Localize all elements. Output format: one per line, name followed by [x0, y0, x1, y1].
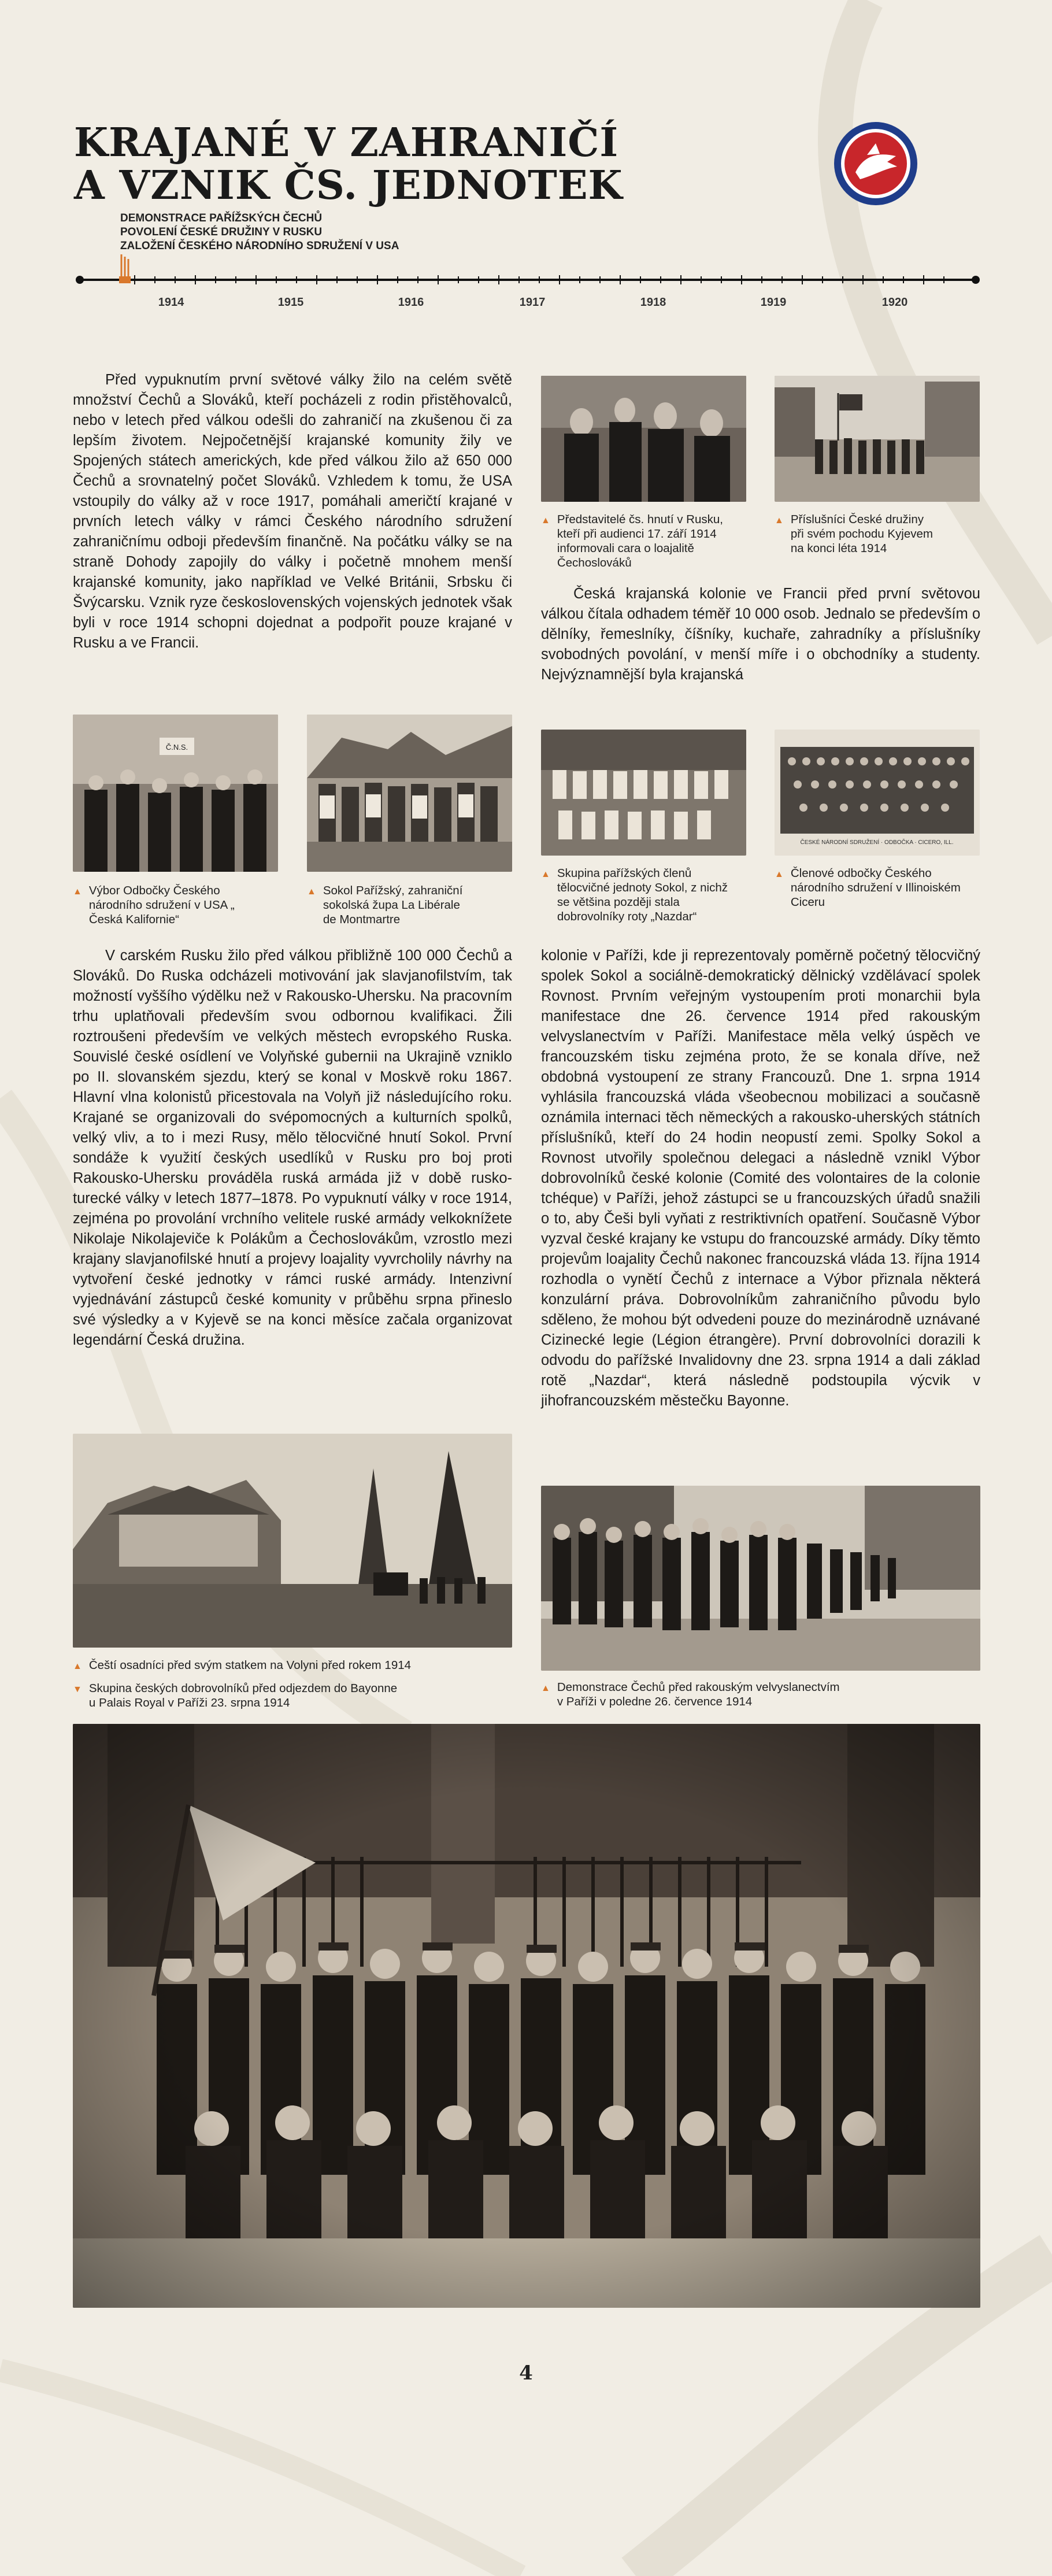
page-number: 4: [519, 2362, 533, 2385]
timeline-axis: [74, 254, 981, 295]
timeline-event: ZALOŽENÍ ČESKÉHO NÁRODNÍHO SDRUŽENÍ V USA: [120, 240, 399, 252]
caption-marker-icon: ▲: [775, 869, 784, 879]
caption-volhynia-settlers: ▲ Čeští osadníci před svým statkem na Volyni před rokem 1914: [73, 1658, 411, 1674]
timeline-year: 1919: [760, 296, 787, 309]
timeline-event: DEMONSTRACE PAŘÍŽSKÝCH ČECHŮ: [120, 212, 323, 224]
russia-paragraph: V carském Rusku žilo před válkou přibližně 100 000 Čechů a Slováků. Do Ruska odcházeli motivování jak slavjanofilstvím, tak možností vyššího výdělku než v Rakousko-Uhersku. Na pracovním trhu uplatňovali především svou odbornou kvalifikaci. Žili roztroušeni především ve velkých městech evropského Ruska. Souvislé české osídlení ve Volyňské gubernii na Ukrajině vzniklo po II. slovanském sjezdu, který se konal v Moskvě roku 1867. Hlavní vlna kolonistů přicestovala na Volyň již následujícího roku. Krajané se organizovali do svépomocných a kulturních spolků, velký vliv, a to i mezi Rusy, mělo tělocvičné hnutí Sokol. První sondáže k využití českých usedlíků v Rusku pro boj proti Rakousko-Uhersku prováděla ruská armáda již v době rusko-turecké války v letech 1877–1878. Po vypuknutí války v roce 1914, zejména po provolání vrchního velitele ruské armády velkoknížete Nikolaje Nikolajeviče k Polákům a Čechoslovákům, vzrostlo mezi krajany slavjanofilské hnutí a projevy loajality vyvrcholily návrhy na vytvoření české jednotky v rámci ruské armády. Intenzivní vyjednávání zástupců české komunity v průběhu srpna přineslo své výsledky a v Kyjevě se na konci měsíce začala organizovat legendární Česká družina.: [73, 948, 512, 1348]
caption-sokol-paris: ▲ Sokol Pařížský, zahraniční sokolská župa La Libérale de Montmartre: [307, 884, 463, 926]
timeline-year: 1916: [398, 296, 424, 309]
france-paragraph-start: Česká krajanská kolonie ve Francii před první světovou válkou čítala odhadem téměř 10 000 osob. Jednalo se především o dělníky, řemeslníky, číšníky, kuchaře, zahradníky a příslušníky svobodných povolání, v menší míře i o obchodníky a studenty. Nejvýznamnější byla krajanská: [541, 586, 980, 683]
photo-volhynia-settlers: [73, 1434, 512, 1648]
photo-volunteers-palais-royal: [73, 1724, 980, 2308]
caption-marker-icon: ▲: [541, 1683, 550, 1693]
caption-marker-icon: ▲: [775, 516, 784, 525]
page-title: [74, 121, 623, 207]
title-line-1: KRAJANÉ V ZAHRANIČÍ: [74, 120, 619, 166]
caption-marker-icon: ▲: [73, 1661, 82, 1671]
caption-officials-russia: ▲ Představitelé čs. hnutí v Rusku, kteří při audienci 17. září 1914 informovali cara o loajalitě Čechoslováků: [541, 513, 723, 569]
timeline-event-marker: [119, 276, 131, 283]
title-line-2: A VZNIK ČS. JEDNOTEK: [74, 162, 623, 209]
france-paragraph-continued: kolonie v Paříži, kde ji reprezentovaly poměrně početný tělocvičný spolek Sokol a sociálně-demokratický dělnický vzdělávací spolek Rovnost. Prvním veřejným vystoupením proti monarchii byla manifestace dne 26. července 1914 před rakouským velvyslanectvím v Paříži. Manifestace měla velký úspěch ve francouzském tisku zejména proto, že se konala dříve, než obdobná vystoupení ze strany Francouzů. Dne 1. srpna 1914 vyhlásila francouzská vláda všeobecnou mobilizaci a současně oznámila internaci těch německých a rakousko-uherských státních příslušníků, kteří do 24 hodin neopustí zemi. Spolky Sokol a Rovnost utvořily společnou delegaci a následně vznikl Výbor dobrovolníků české kolonie (Comité des volontaires de la colonie tchéque) v Paříži, jehož zástupci se u francouzských úřadů snažili o to, aby Češi byli vyňati z restriktivních opatření. Současně Výbor vyzval české krajany ke vstupu do francouzské armády. Díky těmto projevům loajality Čechů nakonec francouzská vláda 13. října 1914 rozhodla o vynětí Čechů z internace a Výbor přiznala některá konzulární práva. Dobrovolníkům zahraničního původu bylo sděleno, že mohou být odvedeni pouze do mezinárodně uznávané Cizinecké legie (Légion étrangère). První dobrovolníci dorazili k odvodu do pařížské Invalidovny dne 23. srpna 1914 a dali základ rotě „Nazdar“, která následně podstoupila výcvik v jihofrancouzském městečku Bayonne.: [541, 948, 980, 1409]
timeline-year: 1920: [881, 296, 908, 309]
timeline-year: 1918: [640, 296, 666, 309]
timeline-event: POVOLENÍ ČESKÉ DRUŽINY V RUSKU: [120, 226, 323, 238]
caption-marker-icon: ▲: [307, 887, 316, 897]
photo-sign-text: ČESKÉ NÁRODNÍ SDRUŽENÍ · ODBOČKA · CICERO, ILL.: [800, 839, 954, 846]
photo-demonstration-paris: [541, 1486, 980, 1671]
caption-volunteers-bayonne: ▼ Skupina českých dobrovolníků před odjezdem do Bayonne u Palais Royal v Paříži 23. srpna 1914: [73, 1682, 398, 1709]
logo-emblem: [832, 120, 919, 207]
photo-druzina-kyiv: [775, 376, 980, 502]
photo-officials-russia: [541, 376, 746, 502]
caption-marker-icon: ▲: [73, 887, 82, 897]
caption-cns-cicero: ▲ Členové odbočky Českého národního sdružení v Illinoiském Ciceru: [775, 867, 961, 909]
timeline: [74, 254, 981, 318]
timeline-year: 1915: [277, 296, 304, 309]
timeline-year: 1914: [158, 296, 184, 309]
caption-sokol-members: ▲ Skupina pařížských členů tělocvičné jednoty Sokol, z nichž se většina později stala dobrovolníky roty „Nazdar“: [541, 867, 728, 923]
caption-marker-icon: ▲: [541, 869, 550, 879]
caption-druzina-kyiv: ▲ Příslušníci České družiny při svém pochodu Kyjevem na konci léta 1914: [775, 513, 933, 555]
caption-cns-california: ▲ Výbor Odbočky Českého národního sdružení v USA „ Česká Kalifornie“: [73, 884, 235, 926]
intro-paragraph: Před vypuknutím první světové války žilo na celém světě množství Čechů a Slováků, kteří pocházeli z rodin přistěhovalců, nebo v letech před válkou odešli do zahraničí na zkušenou či za lepším životem. Nejpočetnější krajanské komunity žily ve Spojených státech amerických, kde před válkou žilo až 650 000 Čechů a srovnatelný počet Slováků. Vzhledem k tomu, že USA vstoupily do války až v roce 1917, pomáhali američtí krajané v prvních letech války v rámci Českého národního sdružení zahraničnímu odboji především finančně. Na počátku války se na straně Dohody zapojily do války i početně mnohem menší krajanské komunity, jako například ve Velké Británii, Srbsku či Švýcarsku. Vznik ryze československých vojenských jednotek však byli v roce 1914 schopni dojednat a podpořit pouze krajané v Rusku a ve Francii.: [73, 372, 512, 651]
photo-cns-california: [73, 715, 278, 872]
caption-demonstration-paris: ▲ Demonstrace Čechů před rakouským velvyslanectvím v Paříži v poledne 26. července 1914: [541, 1681, 840, 1708]
photo-sign-text: Č.N.S.: [165, 743, 188, 752]
caption-marker-icon: ▲: [541, 516, 550, 525]
photo-sokol-paris: [307, 715, 512, 872]
photo-cns-cicero: [775, 730, 980, 856]
photo-sokol-members: [541, 730, 746, 856]
timeline-events: [120, 212, 399, 253]
caption-marker-down-icon: ▼: [73, 1685, 82, 1694]
timeline-year: 1917: [519, 296, 546, 309]
